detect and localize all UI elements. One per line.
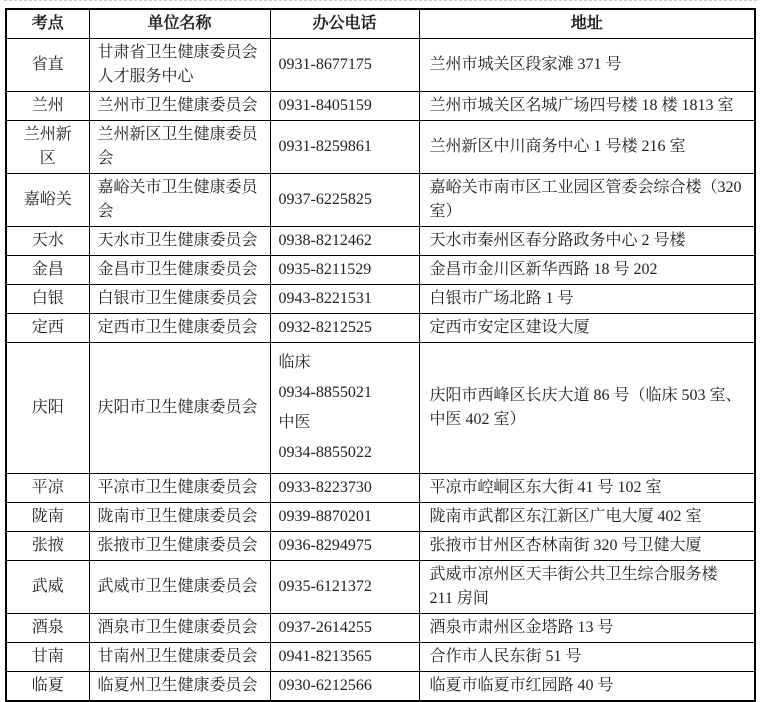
site-cell: 武威: [6, 561, 89, 614]
table-header: [6, 9, 755, 39]
phone-cell: [270, 532, 419, 561]
phone-cell: [270, 174, 419, 227]
phone-cell: [270, 614, 419, 643]
site-cell: 兰州: [6, 92, 89, 121]
phone-line: 0937-6225825: [278, 191, 372, 208]
table-row: [6, 92, 755, 121]
phone-cell: [270, 314, 419, 343]
col-header-address: 地址: [419, 9, 755, 39]
address-cell: 嘉峪关市南市区工业园区管委会综合楼（320 室）: [419, 174, 755, 227]
phone-line: 0935-8211529: [278, 261, 372, 278]
site-cell: 酒泉: [6, 614, 89, 643]
table-body: [6, 39, 755, 702]
unit-cell: 白银市卫生健康委员会: [89, 285, 270, 314]
table-row: [6, 256, 755, 285]
phone-line: 0939-8870201: [278, 508, 372, 525]
site-cell: 甘南: [6, 643, 89, 672]
table-row: [6, 561, 755, 614]
address-cell: 武威市凉州区天丰街公共卫生综合服务楼 211 房间: [419, 561, 755, 614]
unit-cell: 甘肃省卫生健康委员会人才服务中心: [89, 39, 270, 92]
unit-cell: 甘南州卫生健康委员会: [89, 643, 270, 672]
site-cell: 庆阳: [6, 343, 89, 474]
phone-cell: [270, 643, 419, 672]
phone-cell: [270, 39, 419, 92]
table-row: [6, 503, 755, 532]
table-row: [6, 643, 755, 672]
col-header-site: 考点: [6, 9, 89, 39]
phone-cell: [270, 256, 419, 285]
site-cell: 兰州新区: [6, 121, 89, 174]
site-cell: 省直: [6, 39, 89, 92]
phone-line: 0933-8223730: [278, 479, 372, 496]
unit-cell: 庆阳市卫生健康委员会: [89, 343, 270, 474]
phone-line: 临床: [278, 354, 311, 371]
site-cell: 天水: [6, 227, 89, 256]
address-cell: 庆阳市西峰区长庆大道 86 号（临床 503 室、中医 402 室）: [419, 343, 755, 474]
address-cell: 平凉市崆峒区东大街 41 号 102 室: [419, 474, 755, 503]
phone-cell: [270, 285, 419, 314]
unit-cell: 金昌市卫生健康委员会: [89, 256, 270, 285]
phone-line: 0930-6212566: [278, 677, 372, 694]
unit-cell: 酒泉市卫生健康委员会: [89, 614, 270, 643]
phone-line: 0932-8212525: [278, 319, 372, 336]
unit-cell: 临夏州卫生健康委员会: [89, 672, 270, 702]
phone-line: 0936-8294975: [278, 537, 372, 554]
col-header-unit: 单位名称: [89, 9, 270, 39]
unit-cell: 定西市卫生健康委员会: [89, 314, 270, 343]
phone-line: 0943-8221531: [278, 290, 372, 307]
table-row: [6, 174, 755, 227]
table-row: [6, 532, 755, 561]
site-cell: 张掖: [6, 532, 89, 561]
unit-cell: 平凉市卫生健康委员会: [89, 474, 270, 503]
address-cell: 兰州市城关区名城广场四号楼 18 楼 1813 室: [419, 92, 755, 121]
address-cell: 兰州新区中川商务中心 1 号楼 216 室: [419, 121, 755, 174]
table-row: [6, 314, 755, 343]
unit-cell: 兰州市卫生健康委员会: [89, 92, 270, 121]
phone-line: 0937-2614255: [278, 619, 372, 636]
address-cell: 张掖市甘州区杏林南街 320 号卫健大厦: [419, 532, 755, 561]
address-cell: 合作市人民东街 51 号: [419, 643, 755, 672]
unit-cell: 陇南市卫生健康委员会: [89, 503, 270, 532]
phone-line: 0941-8213565: [278, 648, 372, 665]
address-cell: 天水市秦州区春分路政务中心 2 号楼: [419, 227, 755, 256]
phone-cell: [270, 121, 419, 174]
unit-cell: 兰州新区卫生健康委员会: [89, 121, 270, 174]
phone-cell: [270, 672, 419, 702]
table-row: [6, 285, 755, 314]
address-cell: 金昌市金川区新华西路 18 号 202: [419, 256, 755, 285]
address-cell: 白银市广场北路 1 号: [419, 285, 755, 314]
table-row: [6, 474, 755, 503]
col-header-phone: 办公电话: [270, 9, 419, 39]
site-cell: 嘉峪关: [6, 174, 89, 227]
phone-line: 0934-8855022: [278, 444, 372, 461]
phone-line: 0935-6121372: [278, 578, 372, 595]
phone-cell: [270, 561, 419, 614]
address-cell: 定西市安定区建设大厦: [419, 314, 755, 343]
phone-line: 0931-8405159: [278, 97, 372, 114]
phone-line: 0938-8212462: [278, 232, 372, 249]
phone-line: 0934-8855021: [278, 384, 372, 401]
contact-table: [5, 8, 756, 702]
site-cell: 陇南: [6, 503, 89, 532]
unit-cell: 武威市卫生健康委员会: [89, 561, 270, 614]
site-cell: 临夏: [6, 672, 89, 702]
phone-line: 0931-8677175: [278, 56, 372, 73]
address-cell: 酒泉市肃州区金塔路 13 号: [419, 614, 755, 643]
phone-cell: [270, 503, 419, 532]
table-row: [6, 672, 755, 702]
table-row: [6, 227, 755, 256]
site-cell: 金昌: [6, 256, 89, 285]
table-row: [6, 121, 755, 174]
phone-cell: [270, 474, 419, 503]
phone-line: 中医: [278, 414, 311, 431]
unit-cell: 天水市卫生健康委员会: [89, 227, 270, 256]
table-row: [6, 343, 755, 474]
site-cell: 白银: [6, 285, 89, 314]
unit-cell: 嘉峪关市卫生健康委员会: [89, 174, 270, 227]
site-cell: 平凉: [6, 474, 89, 503]
site-cell: 定西: [6, 314, 89, 343]
phone-cell: [270, 343, 419, 474]
phone-line: 0931-8259861: [278, 138, 372, 155]
address-cell: 临夏市临夏市红园路 40 号: [419, 672, 755, 702]
address-cell: 兰州市城关区段家滩 371 号: [419, 39, 755, 92]
table-row: [6, 39, 755, 92]
phone-cell: [270, 92, 419, 121]
top-hairline-divider: [4, 0, 757, 1]
table-header-row: [6, 9, 755, 39]
address-cell: 陇南市武都区东江新区广电大厦 402 室: [419, 503, 755, 532]
unit-cell: 张掖市卫生健康委员会: [89, 532, 270, 561]
phone-cell: [270, 227, 419, 256]
table-row: [6, 614, 755, 643]
